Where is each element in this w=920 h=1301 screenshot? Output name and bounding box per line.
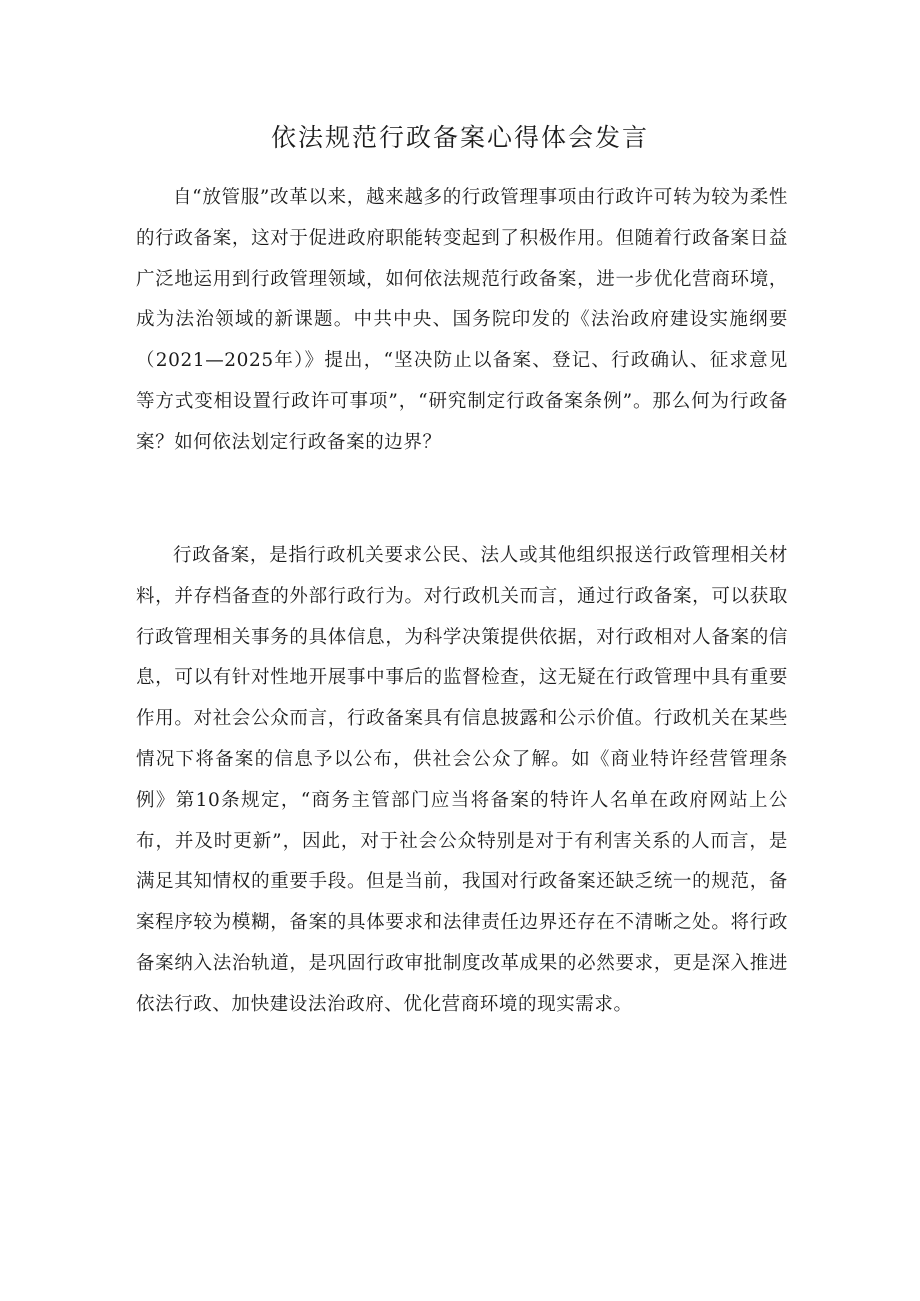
paragraph-1: 自“放管服”改革以来，越来越多的行政管理事项由行政许可转为较为柔性的行政备案，这对于促进政府职能转变起到了积极作用。但随着行政备案日益广泛地运用到行政管理领域，如何依法规范行政备案，进一步优化营商环境，成为法治领域的新课题。中共中央、国务院印发的《法治政府建设实施纲要（2021—2025年）》提出，“坚决防止以备案、登记、行政确认、征求意见等方式变相设置行政许可事项”，“研究制定行政备案条例”。那么何为行政备案？如何依法划定行政备案的边界？ [136,187,788,453]
paragraph-2: 行政备案，是指行政机关要求公民、法人或其他组织报送行政管理相关材料，并存档备查的外部行政行为。对行政机关而言，通过行政备案，可以获取行政管理相关事务的具体信息，为科学决策提供依据，对行政相对人备案的信息，可以有针对性地开展事中事后的监督检查，这无疑在行政管理中具有重要作用。对社会公众而言，行政备案具有信息披露和公示价值。行政机关在某些情况下将备案的信息予以公布，供社会公众了解。如《商业特许经营管理条例》第10条规定，“商务主管部门应当将备案的特许人名单在政府网站上公布，并及时更新”，因此，对于社会公众特别是对于有利害关系的人而言，是满足其知情权的重要手段。但是当前，我国对行政备案还缺乏统一的规范，备案程序较为模糊，备案的具体要求和法律责任边界还存在不清晰之处。将行政备案纳入法治轨道，是巩固行政审批制度改革成果的必然要求，更是深入推进依法行政、加快建设法治政府、优化营商环境的现实需求。 [136,545,788,1015]
document-title: 依法规范行政备案心得体会发言 [270,123,649,152]
